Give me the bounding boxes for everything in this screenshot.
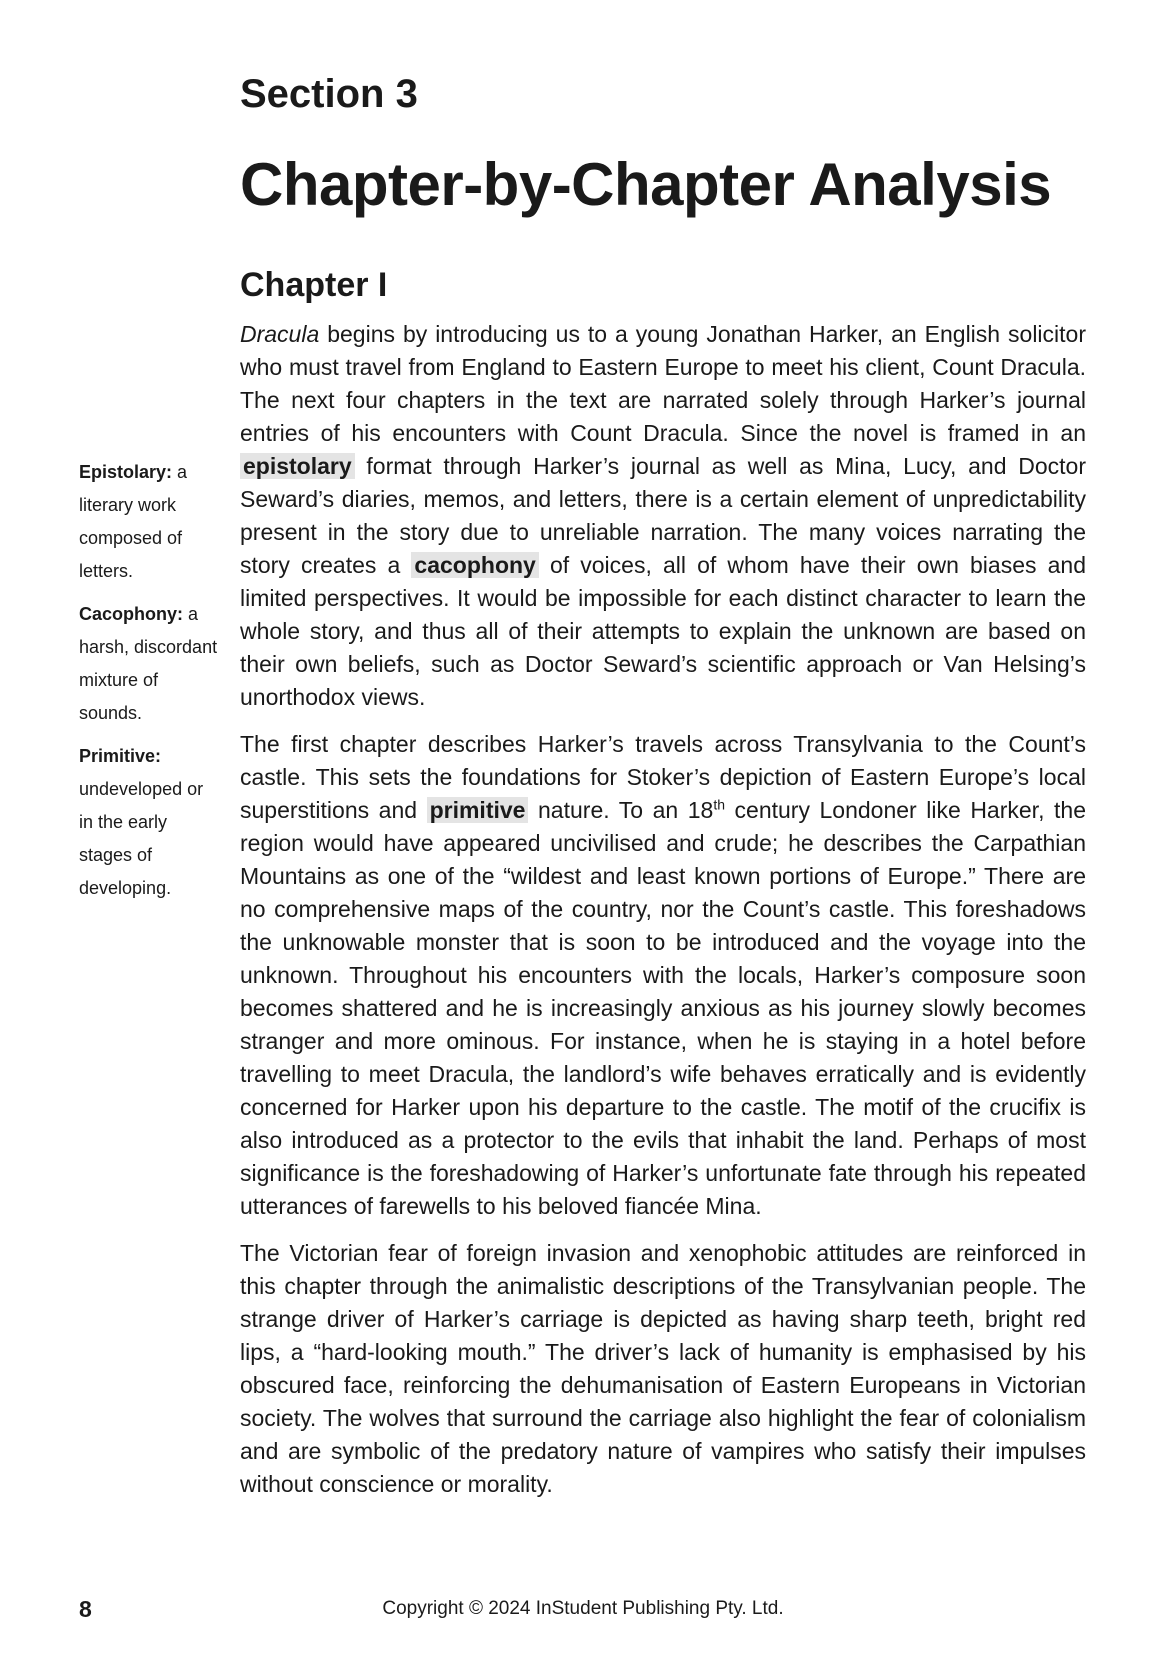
copyright-notice: Copyright © 2024 InStudent Publishing Pty. Ltd. bbox=[382, 1598, 784, 1619]
glossary-definition: undeveloped or in the early stages of developing. bbox=[79, 779, 204, 898]
page-title: Chapter-by-Chapter Analysis bbox=[240, 151, 1052, 218]
glossary-entry-epistolary bbox=[79, 456, 219, 588]
highlighted-term-primitive: primitive bbox=[427, 797, 529, 823]
paragraph-1: Dracula begins by introducing us to a young Jonathan Harker, an English solicitor who must travel from England to Eastern Europe to meet his client, Count Dracula. The next four chapters in the text are narrated solely through Harker’s journal entries of his encounters with Count Dracula. Since the novel is framed in an epistolary format through Harker’s journal as well as Mina, Lucy, and Doctor Seward’s diaries, memos, and letters, there is a certain element of unpredictability present in the story due to unreliable narration. The many voices narrating the story creates a cacophony of voices, all of whom have their own biases and limited perspectives. It would be impossible for each distinct character to learn the whole story, and thus all of their attempts to explain the unknown are based on their own beliefs, such as Doctor Seward’s scientific approach or Van Helsing’s unorthodox views. bbox=[240, 321, 1086, 710]
section-label: Section 3 bbox=[240, 72, 418, 116]
book-title: Dracula bbox=[240, 321, 320, 347]
glossary-entry-primitive bbox=[79, 740, 219, 905]
paragraph-3: The Victorian fear of foreign invasion and xenophobic attitudes are reinforced in this chapter through the animalistic descriptions of the Transylvanian people. The strange driver of Harker’s carriage is depicted as having sharp teeth, bright red lips, a “hard-looking mouth.” The driver’s lack of humanity is emphasised by his obscured face, reinforcing the dehumanisation of Eastern Europeans in Victorian society. The wolves that surround the carriage also highlight the fear of colonialism and are symbolic of the predatory nature of vampires who satisfy their impulses without conscience or morality. bbox=[240, 1240, 1086, 1497]
glossary-term: Primitive: bbox=[79, 746, 162, 766]
highlighted-term-epistolary: epistolary bbox=[240, 453, 355, 479]
highlighted-term-cacophony: cacophony bbox=[411, 552, 538, 578]
glossary-definition: a harsh, discordant mixture of sounds. bbox=[79, 604, 218, 723]
ordinal-suffix: th bbox=[713, 796, 725, 813]
glossary-definition: a literary work composed of letters. bbox=[79, 462, 188, 581]
glossary-term: Epistolary: bbox=[79, 462, 173, 482]
chapter-body bbox=[240, 318, 1086, 1515]
glossary-sidebar bbox=[79, 456, 219, 915]
page-number: 8 bbox=[79, 1596, 92, 1622]
chapter-heading: Chapter I bbox=[240, 266, 388, 304]
glossary-entry-cacophony bbox=[79, 598, 219, 730]
glossary-term: Cacophony: bbox=[79, 604, 184, 624]
paragraph-2: The first chapter describes Harker’s travels across Transylvania to the Count’s castle. This sets the foundations for Stoker’s depiction of Eastern Europe’s local superstitions and primitive nature. To an 18th century Londoner like Harker, the region would have appeared uncivilised and crude; he describes the Carpathian Mountains as one of the “wildest and least known portions of Europe.” There are no comprehensive maps of the country, nor the Count’s castle. This foreshadows the unknowable monster that is soon to be introduced and the voyage into the unknown. Throughout his encounters with the locals, Harker’s composure soon becomes shattered and he is increasingly anxious as his journey slowly becomes stranger and more ominous. For instance, when he is staying in a hotel before travelling to meet Dracula, the landlord’s wife behaves erratically and is evidently concerned for Harker upon his departure to the castle. The motif of the crucifix is also introduced as a protector to the evils that inhabit the land. Perhaps of most significance is the foreshadowing of Harker’s unfortunate fate through his repeated utterances of farewells to his beloved fiancée Mina. bbox=[240, 731, 1086, 1219]
